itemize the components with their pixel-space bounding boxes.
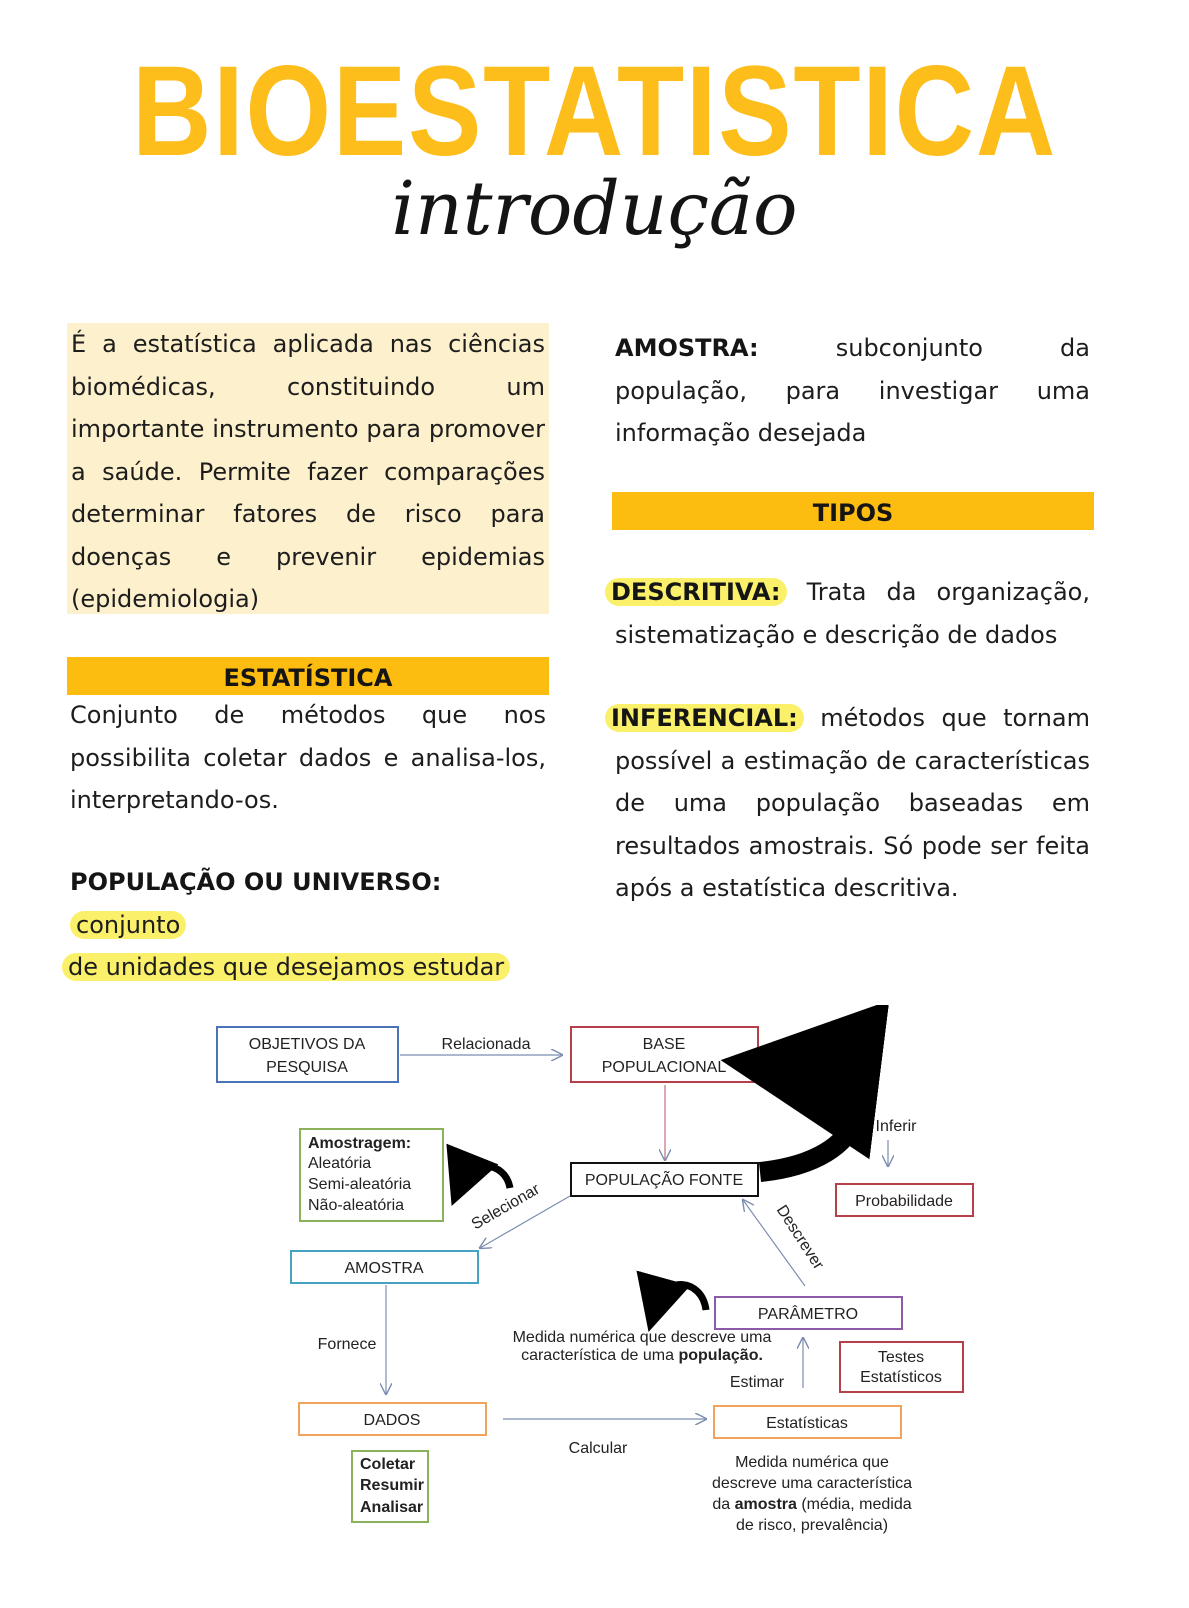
- testes-label-2: Estatísticos: [860, 1369, 942, 1386]
- base-label-2: POPULACIONAL: [601, 1059, 727, 1076]
- intro-paragraph: É a estatística aplicada nas ciências biomédicas, constituindo um importante instrumento para promover a saúde. Permite fazer comparações determinar fatores de risco para doenças e prevenir epidemias (epidemiologia): [67, 323, 549, 614]
- inferencial-definition: métodos que tornam possível a estimação de características de uma população baseadas em resultados amostrais. Só pode ser feita após a estatística descritiva.: [615, 704, 1090, 902]
- testes-label-1: Testes: [877, 1349, 925, 1366]
- calcular-label: Calcular: [568, 1440, 628, 1457]
- page-subtitle: introdução: [391, 166, 798, 252]
- fornece-label: Fornece: [317, 1336, 377, 1353]
- estatisticas-note-1: Medida numérica que: [735, 1454, 889, 1471]
- inferir-label: Inferir: [875, 1118, 917, 1135]
- inferencial-term: INFERENCIAL:: [605, 704, 804, 732]
- flow-diagram: [205, 1005, 990, 1555]
- page-title: BIOESTATISTICA: [131, 40, 1058, 183]
- amostra-definition: subconjunto da população, para investigar uma informação desejada: [615, 334, 1090, 447]
- descritiva-definition: Trata da organização, sistematização e descrição de dados: [615, 578, 1090, 649]
- parametro-curved-arrow: [656, 1285, 706, 1310]
- parametro-label: PARÂMETRO: [757, 1306, 859, 1323]
- descritiva-term: DESCRITIVA:: [605, 578, 787, 606]
- parametro-note-1: Medida numérica que descreve uma: [512, 1329, 772, 1346]
- objetivos-label-2: PESQUISA: [266, 1059, 348, 1076]
- descrever-label: Descrever: [772, 1202, 827, 1273]
- analisar-label: Analisar: [360, 1499, 424, 1516]
- coletar-label: Coletar: [360, 1456, 416, 1473]
- amostragem-item-1: Aleatória: [308, 1155, 372, 1172]
- amostragem-item-2: Semi-aleatória: [308, 1176, 412, 1193]
- populacao-block: [70, 861, 550, 989]
- tipos-heading: TIPOS: [612, 492, 1094, 530]
- objetivos-label-1: OBJETIVOS DA: [248, 1036, 366, 1053]
- amostra-label: AMOSTRA: [344, 1260, 424, 1277]
- amostragem-item-3: Não-aleatória: [308, 1197, 405, 1214]
- estatisticas-note-2: descreve uma característica: [711, 1475, 913, 1492]
- amostra-block: [615, 327, 1090, 455]
- inferir-curved-arrow: [760, 1070, 854, 1172]
- amostragem-title: Amostragem:: [308, 1135, 412, 1152]
- dados-label: DADOS: [363, 1412, 421, 1429]
- estatistica-heading: ESTATÍSTICA: [67, 657, 549, 695]
- estatisticas-note-4: de risco, prevalência): [735, 1517, 889, 1534]
- populacao-term: POPULAÇÃO OU UNIVERSO:: [70, 868, 442, 896]
- populacao-definition-part2: de unidades que desejamos estudar: [62, 953, 510, 981]
- estatisticas-label: Estatísticas: [766, 1415, 848, 1432]
- probabilidade-label: Probabilidade: [855, 1193, 953, 1210]
- populacao-definition-part1: conjunto: [70, 911, 186, 939]
- selecionar-label: Selecionar: [468, 1180, 543, 1234]
- amostra-term: AMOSTRA:: [615, 334, 759, 362]
- descritiva-block: [611, 571, 1090, 656]
- base-label-1: BASE: [642, 1036, 686, 1053]
- populacao-fonte-label: POPULAÇÃO FONTE: [584, 1172, 744, 1189]
- parametro-note-2: característica de uma população.: [521, 1347, 763, 1364]
- estatistica-definition: Conjunto de métodos que nos possibilita coletar dados e analisa-los, interpretando-os.: [70, 701, 546, 814]
- amostragem-curved-arrow: [462, 1166, 510, 1188]
- resumir-label: Resumir: [360, 1477, 425, 1494]
- inferencial-block: [611, 697, 1090, 910]
- relacionada-label: Relacionada: [441, 1036, 531, 1053]
- estatisticas-note-3: da amostra (média, medida: [712, 1496, 912, 1513]
- estimar-label: Estimar: [729, 1374, 785, 1391]
